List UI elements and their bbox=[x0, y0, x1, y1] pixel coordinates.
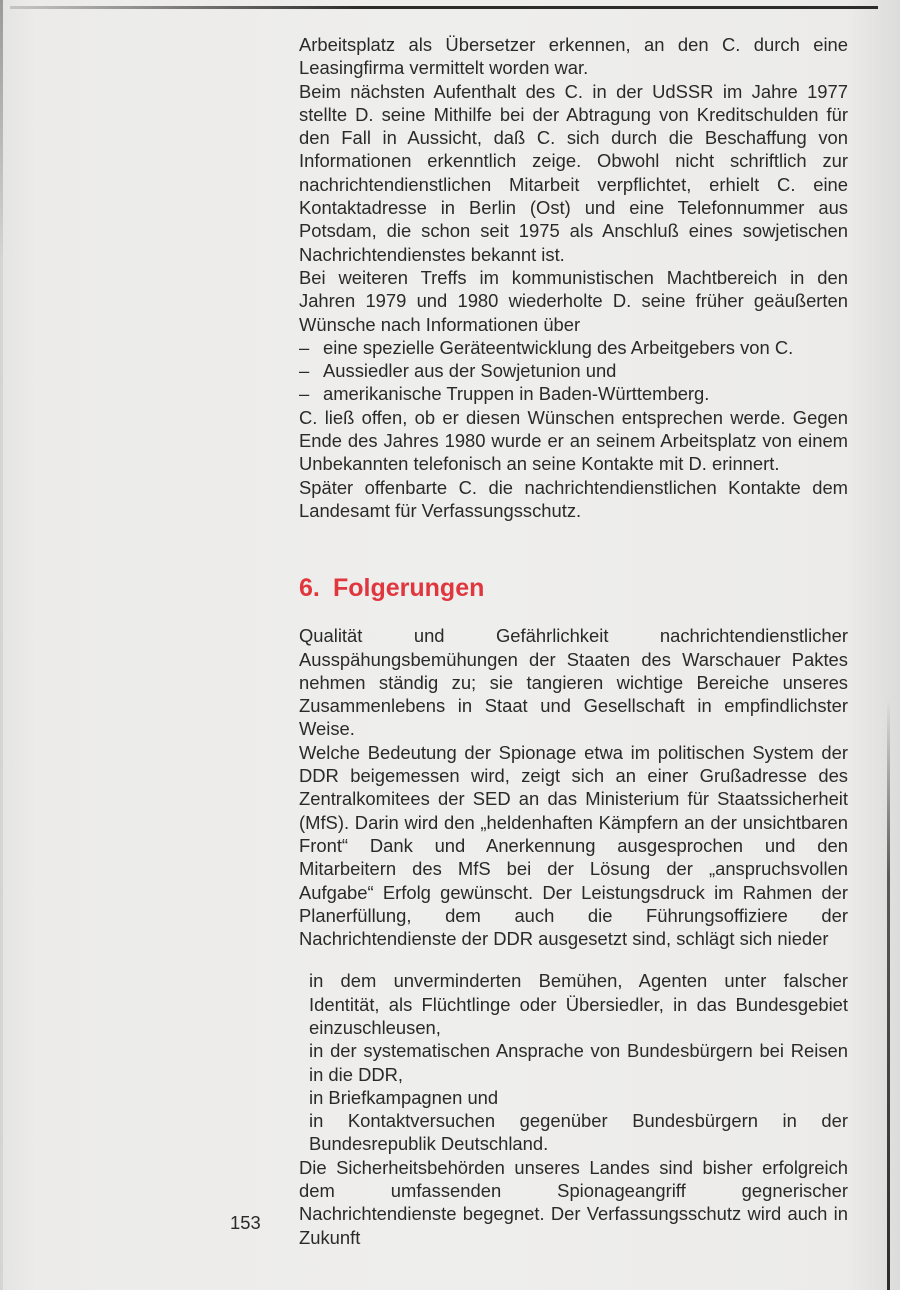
paragraph: Bei weiteren Treffs im kommunistischen Machtbereich in den Jahren 1979 und 1980 wiederholte D. seine früher geäußerten Wünsche nach Informationen über bbox=[299, 266, 848, 335]
dash-bullet: – bbox=[299, 360, 310, 382]
page-number: 153 bbox=[230, 1212, 261, 1233]
paragraph: C. ließ offen, ob er diesen Wünschen entsprechen werde. Gegen Ende des Jahres 1980 wurde er an seinem Arbeitsplatz von einem Unbekannten telefonisch an seine Kontakte mit D. erinnert. bbox=[299, 406, 848, 475]
indented-item: in dem unverminderten Bemühen, Agenten unter falscher Identität, als Flüchtlinge oder Übersiedler, in das Bundesgebiet einzuschleusen, bbox=[309, 970, 848, 1038]
list-item-text: eine spezielle Geräteentwicklung des Arbeitgebers von C. bbox=[323, 336, 794, 358]
section-heading bbox=[299, 573, 848, 603]
list-item bbox=[299, 336, 848, 359]
list-item bbox=[299, 382, 848, 405]
paragraph: Die Sicherheitsbehörden unseres Landes sind bisher erfolgreich dem umfassenden Spionageangriff gegnerischer Nachrichtendienste begegnet. Der Verfassungsschutz wird auch in Zukunft bbox=[299, 1156, 848, 1248]
indented-item: in Kontaktversuchen gegenüber Bundesbürgern in der Bundesrepublik Deutschland. bbox=[309, 1110, 848, 1155]
paragraph: Welche Bedeutung der Spionage etwa im politischen System der DDR beigemessen wird, zeigt sich an einer Grußadresse des Zentralkomitees der SED an das Ministerium für Staatssicherheit (MfS). Darin wird den „heldenhaften Kämpfern an der unsichtbaren Front“ Dank und Anerkennung ausgesprochen und den Mitarbeitern des MfS bei der Lösung der „anspruchsvollen Aufgabe“ Erfolg gewünscht. Der Leistungsdruck im Rahmen der Planerfüllung, dem auch die Führungsoffiziere der Nachrichtendienste der DDR ausgesetzt sind, schlägt sich nieder bbox=[299, 741, 848, 950]
list-item-text: amerikanische Truppen in Baden-Württemberg. bbox=[323, 383, 710, 405]
paragraph: Beim nächsten Aufenthalt des C. in der UdSSR im Jahre 1977 stellte D. seine Mithilfe bei der Abtragung von Kreditschulden für den Fall in Aussicht, daß C. sich durch die Beschaffung von Informationen erkenntlich zeige. Obwohl nicht schriftlich zur nachrichtendienstlichen Mitarbeit verpflichtet, erhielt C. eine Kontaktadresse in Berlin (Ost) und eine Telefonnummer aus Potsdam, die schon seit 1975 als Anschluß eines sowjetischen Nachrichtendienstes bekannt ist. bbox=[299, 80, 848, 265]
body-text bbox=[299, 33, 848, 1249]
indented-item: in der systematischen Ansprache von Bundesbürgern bei Reisen in die DDR, bbox=[309, 1040, 848, 1085]
list-item bbox=[299, 359, 848, 382]
dash-bullet: – bbox=[299, 336, 310, 358]
top-rule bbox=[10, 6, 878, 9]
right-page-edge bbox=[887, 700, 890, 1290]
indented-item: in Briefkampagnen und bbox=[309, 1086, 499, 1108]
paragraph: Qualität und Gefährlichkeit nachrichtendienstlicher Ausspähungsbemühungen der Staaten des Warschauer Paktes nehmen ständig zu; sie tangieren wichtige Bereiche unseres Zusammenlebens in Staat und Gesellschaft in empfindlichster Weise. bbox=[299, 625, 848, 740]
list-item-text: Aussiedler aus der Sowjetunion und bbox=[323, 360, 617, 382]
paragraph: Später offenbarte C. die nachrichtendienstlichen Kontakte dem Landesamt für Verfassungsschutz. bbox=[299, 476, 848, 521]
section-title: Folgerungen bbox=[333, 574, 485, 603]
dash-list bbox=[299, 336, 848, 406]
paragraph: Arbeitsplatz als Übersetzer erkennen, an den C. durch eine Leasingfirma vermittelt worden war. bbox=[299, 34, 848, 79]
section-number: 6. bbox=[299, 574, 320, 603]
left-page-edge bbox=[0, 0, 3, 1290]
dash-bullet: – bbox=[299, 383, 310, 405]
indented-list bbox=[309, 969, 848, 1155]
